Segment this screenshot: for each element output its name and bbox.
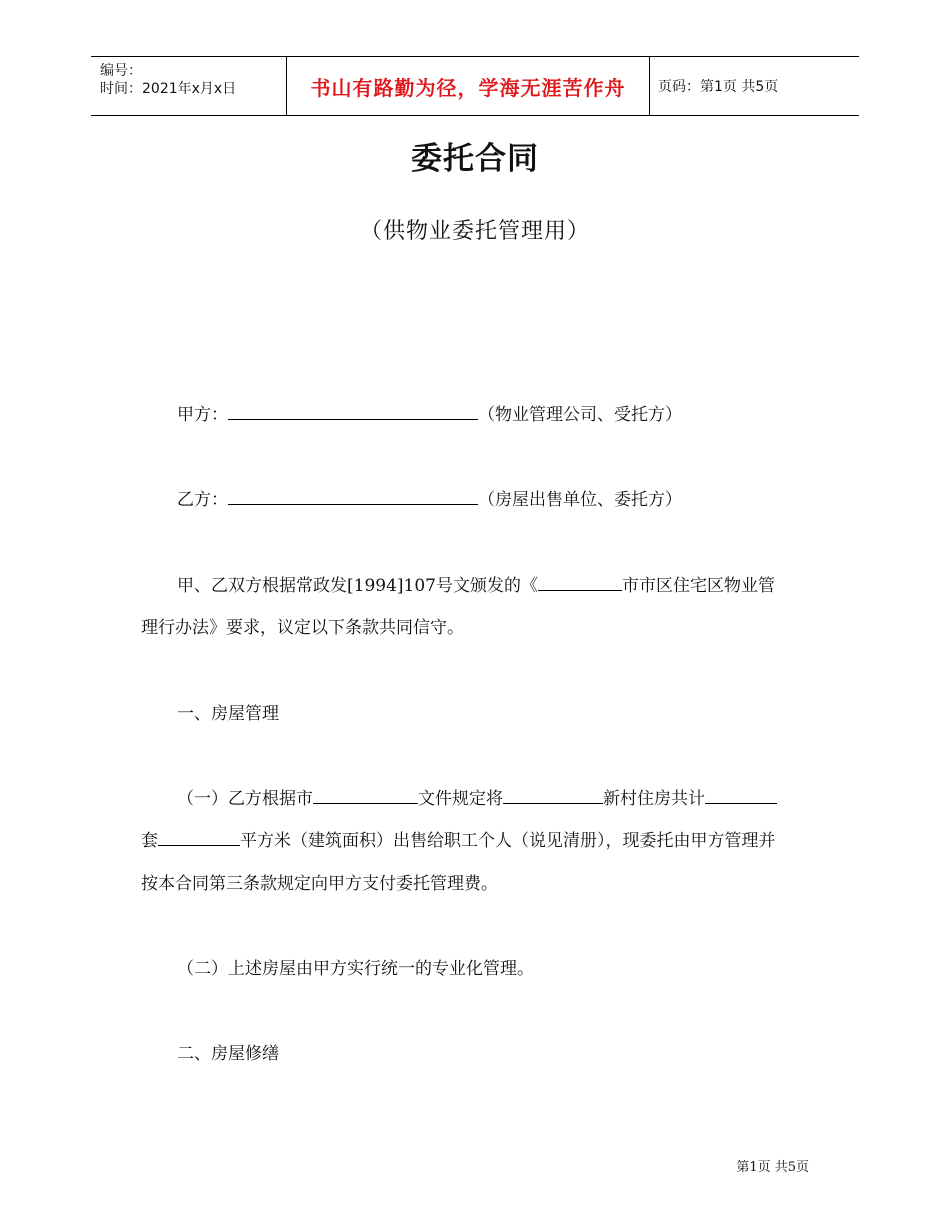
party-a-line <box>177 400 682 425</box>
clause-2: （二）上述房屋由甲方实行统一的专业化管理。 <box>177 959 534 979</box>
party-b-line <box>177 485 682 510</box>
clause-1-line-2 <box>141 826 776 851</box>
header-motto: 书山有路勤为径，学海无涯苦作舟 <box>310 75 626 100</box>
header-motto-cell <box>287 57 650 115</box>
clause-1-text-c: 新村住房共计 <box>603 789 705 809</box>
section-2-heading: 二、房屋修缮 <box>177 1044 279 1064</box>
clause-1-text-b: 文件规定将 <box>418 789 503 809</box>
party-a-label: 甲方： <box>177 405 228 425</box>
document-number-label: 编号： <box>100 63 142 79</box>
section-1-heading: 一、房屋管理 <box>177 704 279 724</box>
party-b-note: （房屋出售单位、委托方） <box>478 490 682 510</box>
intro-text-post: 市市区住宅区物业管 <box>621 576 775 596</box>
party-a-blank <box>228 405 478 420</box>
document-time-label: 时间：2021年x月x日 <box>100 81 237 97</box>
village-blank <box>503 789 603 804</box>
clause-1-line-1 <box>177 784 777 809</box>
intro-line-2: 理行办法》要求，议定以下条款共同信守。 <box>141 618 464 638</box>
party-b-label: 乙方： <box>177 490 228 510</box>
city-blank <box>538 576 622 591</box>
area-blank <box>158 831 240 846</box>
clause-1-text-a: （一）乙方根据市 <box>177 789 313 809</box>
clause-1-unit-label: 套 <box>141 831 158 851</box>
party-b-blank <box>228 490 478 505</box>
party-a-note: （物业管理公司、受托方） <box>478 405 682 425</box>
intro-text-pre: 甲、乙双方根据常政发[1994]107号文颁发的《 <box>177 576 538 596</box>
header-meta <box>91 57 287 115</box>
housing-count-blank <box>705 789 777 804</box>
clause-1-line-3: 按本合同第三条款规定向甲方支付委托管理费。 <box>141 874 498 894</box>
document-subtitle: （供物业委托管理用） <box>359 219 590 244</box>
footer-page-number: 第1页 共5页 <box>736 1160 809 1175</box>
clause-1-text-d: 平方米（建筑面积）出售给职工个人（说见清册），现委托由甲方管理并 <box>240 831 776 851</box>
intro-line-1 <box>177 571 775 596</box>
document-title: 委托合同 <box>411 141 539 177</box>
city-document-blank <box>313 789 418 804</box>
document-header <box>91 56 859 116</box>
header-page-info: 页码：第1页 共5页 <box>658 79 779 95</box>
